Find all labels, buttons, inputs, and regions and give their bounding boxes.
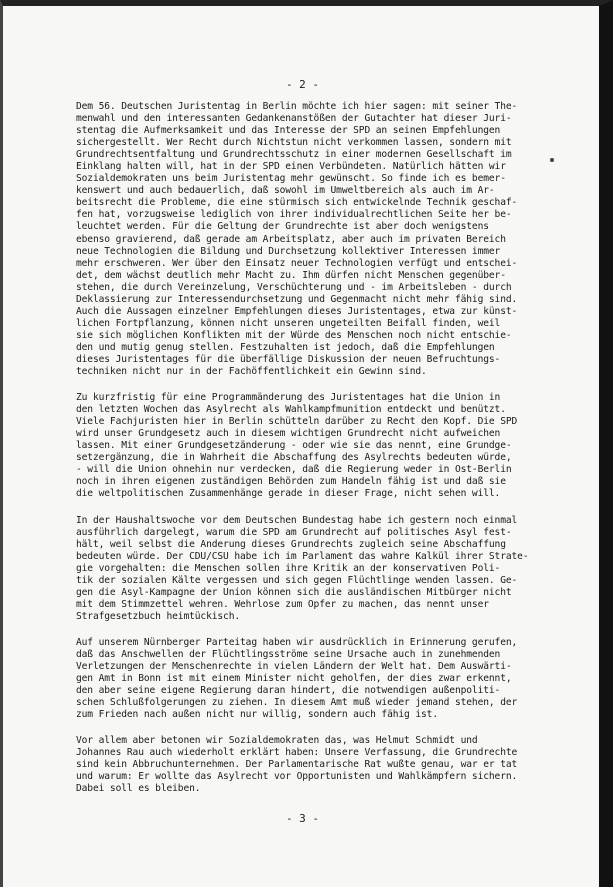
paragraph — [76, 637, 556, 721]
text-line: - will die Union ohnehin nur verdecken, daß die Regierung weder in Ost-Berlin — [76, 464, 512, 476]
page-number: - 2 - — [285, 78, 320, 91]
text-line: neue Technologien die Bildung und Durchsetzung kollektiver Interessen immer — [76, 245, 501, 257]
text-line: beitsrecht die Probleme, die eine stürmisch sich entwickelnde Technik geschaf- — [76, 197, 518, 209]
text-line: setzergänzung, die in Wahrheit die Abschaffung des Asylrechts bedeuten würde, — [76, 452, 512, 464]
text-line: mehr erschweren. Wer über den Einsatz neuer Technologien verfügt und entschei- — [76, 257, 518, 269]
text-line: schen Schlußfolgerungen zu ziehen. In diesem Amt muß wieder jemand stehen, der — [76, 697, 518, 709]
text-line: Grundrechtsentfaltung und Grundrechtsschutz in einer modernen Gesellschaft im — [76, 149, 512, 161]
text-line: und warum: Er wollte das Asylrecht vor Opportunisten und Wahlkämpfern sichern. — [76, 771, 518, 783]
text-line: det, dem wächst deutlich mehr Macht zu. Ihm dürfen nicht Menschen gegenüber- — [76, 269, 506, 281]
text-line: dieses Juristentages für die überfällige Diskussion der neuen Befruchtungs- — [76, 353, 501, 365]
paragraph — [76, 735, 556, 795]
text-line: lassen. Mit einer Grundgesetzänderung - oder wie sie das nennt, eine Grundge- — [76, 440, 512, 452]
text-line: Dem 56. Deutschen Juristentag in Berlin möchte ich hier sagen: mit seiner The- — [76, 101, 518, 112]
text-line: Dabei soll es bleiben. — [76, 783, 201, 795]
text-line: techniken nicht nur in der Fachöffentlichkeit ein Gewinn sind. — [76, 366, 427, 378]
text-line: den und mutig genug stellen. Festzuhalten ist jedoch, daß die Empfehlungen — [76, 341, 495, 353]
text-line: noch in ihren eigenen zuständigen Behörden zum Handeln fähig ist und daß sie — [76, 476, 506, 488]
text-line: Vor allem aber betonen wir Sozialdemokraten das, was Helmut Schmidt und — [76, 735, 478, 747]
text-line: ebenso gravierend, daß gerade am Arbeitsplatz, aber auch im privaten Bereich — [76, 233, 506, 245]
text-line: Strafgesetzbuch heimtückisch. — [76, 610, 241, 622]
text-line: Sozialdemokraten uns beim Juristentag mehr gewünscht. So finde ich es bemer- — [76, 173, 506, 185]
text-line: In der Haushaltswoche vor dem Deutschen Bundestag habe ich gestern noch einmal — [76, 514, 518, 526]
text-line: den aber seine eigene Regierung daran hindert, die notwendigen außenpoliti- — [76, 685, 501, 697]
text-line: gen die Asyl-Kampagne der Union können sich die ausländischen Mitbürger nicht — [76, 586, 512, 598]
text-line: den letzten Wochen das Asylrecht als Wahlkampfmunition entdeckt und benützt. — [76, 404, 506, 416]
text-line: leuchtet werden. Für die Geltung der Grundrechte ist aber doch wenigstens — [76, 221, 489, 233]
paragraph — [76, 101, 556, 378]
text-line: mit dem Stimmzettel wehren. Wehrlose zum Opfer zu machen, das nennt unser — [76, 598, 489, 610]
paragraph — [76, 515, 556, 623]
body-text — [76, 101, 556, 809]
text-line: tik der sozialen Kälte vergessen und sich gegen Flüchtlinge wenden lassen. Ge- — [76, 574, 518, 586]
text-line: zum Frieden nach außen nicht nur willig, sondern auch fähig ist. — [76, 709, 438, 721]
text-line: Auch die Aussagen einzelner Empfehlungen dieses Juristentages, etwa zur künst- — [76, 305, 518, 317]
text-line: daß das Anschwellen der Flüchtlingsströme seine Ursache auch in zunehmenden — [76, 648, 501, 660]
text-line: Auf unserem Nürnberger Parteitag haben wir ausdrücklich in Erinnerung gerufen, — [76, 636, 518, 648]
text-line: Johannes Rau auch wiederholt erklärt haben: Unsere Verfassung, die Grundrechte — [76, 747, 518, 759]
text-line: gen Amt in Bonn ist mit einem Minister nicht geholfen, der dies zwar erkennt, — [76, 673, 512, 685]
text-line: Viele Fachjuristen hier in Berlin schütteln darüber zu Recht den Kopf. Die SPD — [76, 416, 518, 428]
text-line: ausführlich dargelegt, warum die SPD am Grundrecht auf politisches Asyl fest- — [76, 526, 512, 538]
text-line: kenswert und auch bedauerlich, daß sowohl im Umweltbereich als auch im Ar- — [76, 185, 495, 197]
text-line: sichergestellt. Wer Recht durch Nichtstun nicht verkommen lassen, sondern mit — [76, 137, 512, 149]
text-line: lichen Fortpflanzung, können nicht unseren ungeteilten Beifall finden, weil — [76, 317, 501, 329]
text-line: sie sich möglichen Konflikten mit der Würde des Menschen noch nicht entschie- — [76, 329, 512, 341]
next-page-number: - 3 - — [285, 812, 320, 825]
text-line: Zu kurzfristig für eine Programmänderung des Juristentages hat die Union in — [76, 392, 501, 404]
text-line: Verletzungen der Menschenrechte in vielen Ländern der Welt hat. Dem Auswärti- — [76, 661, 512, 673]
text-line: die weltpolitischen Zusammenhänge gerade in dieser Frage, nicht sehen will. — [76, 488, 501, 500]
text-line: Einklang halten will, hat in der SPD einen Verbündeten. Natürlich hätten wir — [76, 161, 506, 173]
text-line: bedeuten würde. Der CDU/CSU habe ich im Parlament das wahre Kalkül ihrer Strate- — [76, 550, 529, 562]
text-line: menwahl und den interessanten Gedankenanstößen der Gutachter hat dieser Juri- — [76, 113, 512, 125]
text-line: wird unser Grundgesetz auch in diesem wichtigen Grundrecht nicht aufweichen — [76, 428, 501, 440]
paragraph — [76, 392, 556, 500]
text-line: gie vorgehalten: die Menschen sollen ihre Kritik an der konservativen Poli- — [76, 562, 501, 574]
text-line: fen hat, vorzugsweise lediglich von ihrer individualrechtlichen Seite her be- — [76, 209, 512, 221]
text-line: stehen, die durch Vereinzelung, Verschüchterung und - im Arbeitsleben - durch — [76, 281, 512, 293]
text-line: stentag die Aufmerksamkeit und das Interesse der SPD an seinen Empfehlungen — [76, 125, 501, 137]
text-line: sind kein Abbruchunternehmen. Der Parlamentarische Rat wußte genau, war er tat — [76, 759, 518, 771]
text-line: Deklassierung zur Interessendurchsetzung und Gegenmacht nicht mehr fähig sind. — [76, 293, 518, 305]
text-line: hält, weil selbst die Änderung dieses Grundrechts zugleich seine Abschaffung — [76, 538, 506, 550]
